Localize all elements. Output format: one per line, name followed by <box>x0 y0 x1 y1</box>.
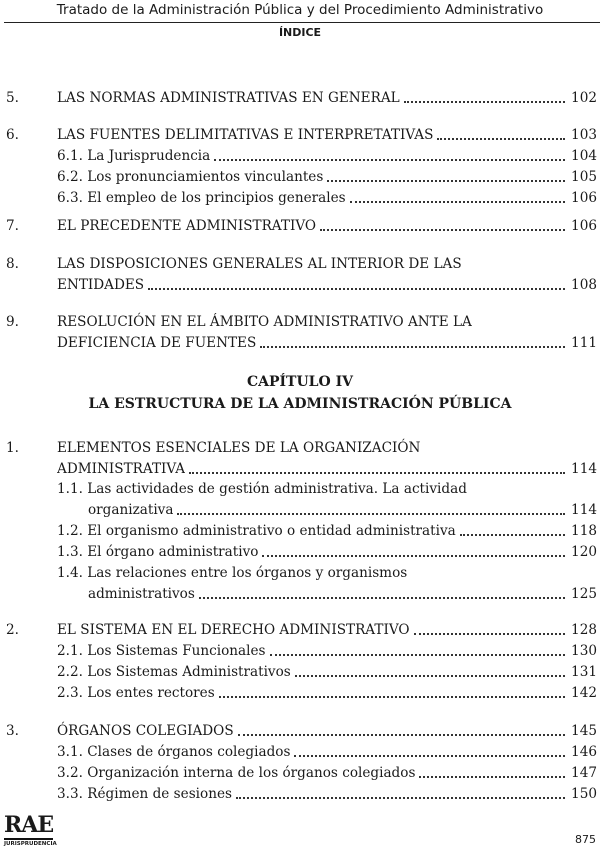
entry-title: 3.1. Clases de órganos colegiados <box>57 744 291 760</box>
toc-entry[interactable] <box>0 216 597 236</box>
toc-entry-cont[interactable] <box>0 333 597 353</box>
page-ref: 108 <box>571 277 597 293</box>
page-number: 875 <box>575 833 596 846</box>
dot-leader <box>414 633 566 635</box>
toc-entry[interactable] <box>0 88 597 108</box>
page-ref: 147 <box>571 765 597 781</box>
entry-title: 2.3. Los entes rectores <box>57 685 215 701</box>
entry-number: 8. <box>6 256 19 272</box>
page-ref: 105 <box>571 169 597 185</box>
header-rule <box>4 22 600 23</box>
toc-subentry[interactable] <box>0 683 597 703</box>
dot-leader <box>238 734 565 736</box>
toc-subentry[interactable] <box>0 662 597 682</box>
publisher-logo <box>4 812 57 848</box>
chapter-label: CAPÍTULO IV <box>246 374 354 390</box>
page-ref: 103 <box>571 127 597 143</box>
entry-title: DEFICIENCIA DE FUENTES <box>57 335 257 351</box>
toc-subentry[interactable] <box>0 542 597 562</box>
page-ref: 102 <box>571 90 597 106</box>
toc-entry[interactable] <box>0 438 597 458</box>
entry-title: RESOLUCIÓN EN EL ÁMBITO ADMINISTRATIVO ANTE LA <box>57 314 472 330</box>
page-ref: 146 <box>571 744 597 760</box>
entry-number: 9. <box>6 314 19 330</box>
entry-number: 5. <box>6 90 19 106</box>
entry-number: 1. <box>6 440 19 456</box>
toc-subentry[interactable] <box>0 146 597 166</box>
page-ref: 142 <box>571 685 597 701</box>
section-title: ÍNDICE <box>278 26 322 39</box>
entry-title: ÓRGANOS COLEGIADOS <box>57 723 234 739</box>
entry-title: LAS NORMAS ADMINISTRATIVAS EN GENERAL <box>57 90 400 106</box>
toc-entry-cont[interactable] <box>0 275 597 295</box>
toc-subentry[interactable] <box>0 742 597 762</box>
entry-title: 1.1. Las actividades de gestión administrativa. La actividad <box>57 481 467 497</box>
entry-title: 1.3. El órgano administrativo <box>57 544 259 560</box>
dot-leader <box>189 472 565 474</box>
page-ref: 125 <box>571 586 597 602</box>
dot-leader <box>320 229 565 231</box>
toc-entry[interactable] <box>0 721 597 741</box>
entry-title: 1.4. Las relaciones entre los órganos y organismos <box>57 565 408 581</box>
page-ref: 150 <box>571 786 597 802</box>
entry-title: 6.2. Los pronunciamientos vinculantes <box>57 169 324 185</box>
dot-leader <box>236 797 565 799</box>
dot-leader <box>260 346 565 348</box>
toc-subentry[interactable] <box>0 188 597 208</box>
toc-subentry[interactable] <box>0 563 597 583</box>
entry-title: administrativos <box>88 586 195 602</box>
page-ref: 128 <box>571 622 597 638</box>
toc-subentry[interactable] <box>0 784 597 804</box>
toc-entry[interactable] <box>0 620 597 640</box>
entry-title: 2.2. Los Sistemas Administrativos <box>57 664 291 680</box>
entry-title: 3.3. Régimen de sesiones <box>57 786 232 802</box>
page-ref: 118 <box>571 523 597 539</box>
toc-subentry[interactable] <box>0 167 597 187</box>
entry-title: 6.1. La Jurisprudencia <box>57 148 211 164</box>
dot-leader <box>199 597 565 599</box>
toc-subentry-cont[interactable] <box>0 584 597 604</box>
toc-subentry[interactable] <box>0 763 597 783</box>
running-header: Tratado de la Administración Pública y del Procedimiento Administrativo <box>56 2 544 18</box>
dot-leader <box>404 101 565 103</box>
entry-title: EL SISTEMA EN EL DERECHO ADMINISTRATIVO <box>57 622 410 638</box>
toc-subentry[interactable] <box>0 479 597 499</box>
page-ref: 104 <box>571 148 597 164</box>
entry-title: 2.1. Los Sistemas Funcionales <box>57 643 266 659</box>
dot-leader <box>214 159 565 161</box>
dot-leader <box>219 696 565 698</box>
dot-leader <box>437 138 565 140</box>
dot-leader <box>294 755 565 757</box>
entry-title: ELEMENTOS ESENCIALES DE LA ORGANIZACIÓN <box>57 440 421 456</box>
toc-entry[interactable] <box>0 125 597 145</box>
dot-leader <box>460 534 565 536</box>
dot-leader <box>177 513 565 515</box>
dot-leader <box>262 555 565 557</box>
dot-leader <box>295 675 565 677</box>
dot-leader <box>148 288 565 290</box>
toc-entry[interactable] <box>0 312 597 332</box>
logo-subtext: JURISPRUDENCIA <box>4 841 57 847</box>
dot-leader <box>327 180 565 182</box>
logo-text: RAE <box>4 812 54 838</box>
entry-title: ADMINISTRATIVA <box>57 461 186 477</box>
page-ref: 106 <box>571 190 597 206</box>
entry-title: LAS DISPOSICIONES GENERALES AL INTERIOR DE LAS <box>57 256 462 272</box>
entry-title: 1.2. El organismo administrativo o entidad administrativa <box>57 523 456 539</box>
entry-number: 6. <box>6 127 19 143</box>
entry-title: ENTIDADES <box>57 277 145 293</box>
page-ref: 114 <box>571 502 597 518</box>
dot-leader <box>419 776 565 778</box>
page-ref: 130 <box>571 643 597 659</box>
entry-title: EL PRECEDENTE ADMINISTRATIVO <box>57 218 317 234</box>
dot-leader <box>270 654 566 656</box>
entry-number: 7. <box>6 218 19 234</box>
page-ref: 111 <box>571 335 597 351</box>
page-ref: 106 <box>571 218 597 234</box>
page-ref: 120 <box>571 544 597 560</box>
entry-title: 6.3. El empleo de los principios generales <box>57 190 346 206</box>
toc-subentry[interactable] <box>0 521 597 541</box>
toc-entry-cont[interactable] <box>0 459 597 479</box>
toc-entry[interactable] <box>0 254 597 274</box>
entry-number: 3. <box>6 723 19 739</box>
toc-subentry-cont[interactable] <box>0 500 597 520</box>
chapter-title: LA ESTRUCTURA DE LA ADMINISTRACIÓN PÚBLICA <box>88 396 512 412</box>
entry-title: organizativa <box>88 502 174 518</box>
entry-number: 2. <box>6 622 19 638</box>
entry-title: 3.2. Organización interna de los órganos colegiados <box>57 765 416 781</box>
toc-subentry[interactable] <box>0 641 597 661</box>
dot-leader <box>350 201 565 203</box>
page-ref: 114 <box>571 461 597 477</box>
page-ref: 131 <box>571 664 597 680</box>
entry-title: LAS FUENTES DELIMITATIVAS E INTERPRETATIVAS <box>57 127 434 143</box>
page-ref: 145 <box>571 723 597 739</box>
